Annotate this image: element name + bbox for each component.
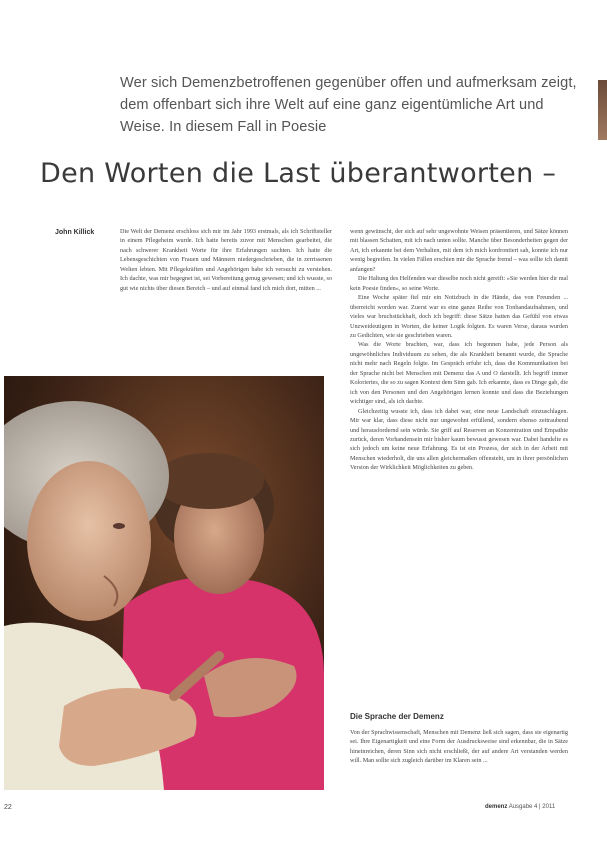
body-paragraph: Die Haltung des Helfenden war dieselbe noch nicht gereift: »Sie werden hier dir mal kein Poesie finden«, so seine Worte. bbox=[350, 275, 568, 292]
body-paragraph: Eine Woche später fiel mir ein Notizbuch in die Hände, das von Freunden ... überreicht worden war. Zuerst war es eine ganze Reihe von Tonbandaufnahmen, und vieles war bruchstückhaft, doch ich begriff: diese Sätze hatten das Gefühl von etwas Unzweideutigem in Worten, die keiner Logik folgten. Es waren Verse, daraus wurden zu Gedichten, wie sie geschrieben waren. bbox=[350, 294, 568, 339]
article-lead: Wer sich Demenzbetroffenen gegenüber offen und aufmerksam zeigt, dem offenbart sich ihre Welt auf eine ganz eigentümliche Art und Weise. In diesem Fall in Poesie bbox=[120, 75, 577, 135]
article-photo bbox=[4, 376, 324, 790]
body-column-2 bbox=[350, 227, 568, 709]
section-subheading: Die Sprache der Demenz bbox=[350, 712, 444, 721]
page-number: 22 bbox=[4, 804, 12, 811]
body-paragraph: Was die Worte brachten, war, dass ich begonnen habe, jede Person als ungewöhnliches Individuum zu sehen, die als Krankheit benannt wurde, die Sprache nicht mehr nach Regeln folgte. Im Gespräch erfuhr ich, dass die Kommunikation bei der Sprache nicht bei Menschen mit Demenz das A und O darstellt. Ich begriff immer Koloriertes, die so zu sagen Kontext dem Sinn gab. Ich erkannte, dass es Dinge gab, die ich von den Personen und den Angehörigen lernen konnte und dass die Beziehungen wichtiger sind, als ich dachte. bbox=[350, 341, 568, 406]
body-paragraph: wenn gewünscht, der sich auf sehr ungewohnte Weisen präsentieren, und Sätze können mit blassen Schatten, mit ich nach unten sollte. Manche über Besonderheiten gegen der Art, ich erkannte bei dem Verhalten, mit dem ich mich konfrontiert sah, konnte ich nur wenig begreifen. In vielen Fällen erschien mir die Sprache fremd – was sollte ich damit anfangen? bbox=[350, 228, 568, 273]
page-edge-photo-strip bbox=[598, 80, 607, 140]
body-column-1 bbox=[120, 227, 332, 367]
article-headline: Den Worten die Last überantworten – bbox=[40, 158, 557, 189]
magazine-name: demenz bbox=[485, 804, 508, 810]
photo-two-elderly-women-icon bbox=[4, 376, 324, 790]
magazine-issue: Ausgabe 4 | 2011 bbox=[508, 804, 556, 810]
body-column-3 bbox=[350, 728, 568, 798]
magazine-footer bbox=[485, 804, 555, 810]
body-paragraph: Von der Sprachwissenschaft, Menschen mit Demenz ließ sich sagen, dass sie eigenartig sei. Ihre Eigenartigkeit und eine Form der Ausdrucksweise sind erkennbar, die in Sätze hineinreichen, deren Sinn sich nicht erschließt, der auf andere Art verstanden werden will. Man sollte sich zugleich darüber im Klaren sein ... bbox=[350, 729, 568, 765]
body-paragraph: Die Welt der Demenz erschloss sich mir im Jahr 1993 erstmals, als ich Schriftsteller in einem Pflegeheim wurde. Ich hatte bereits zuvor mit Menschen gearbeitet, die nach schwerer Krankheit Worte für ihre Erfahrungen suchten. Ich hatte die Lebensgeschichten von Frauen und Männern niedergeschrieben, die in zerrissenen Welten lebten. Mit Pflegekräften und Angehörigen habe ich versucht zu verstehen. Ich dachte, was mir begegnet ist, sei Vorbereitung genug gewesen; und ich wusste, so gut wie nichts über diesen Bereich – und auf einmal fand ich mich dort, mitten ... bbox=[120, 228, 332, 292]
body-paragraph: Gleichzeitig wusste ich, dass ich dabei war, eine neue Landschaft einzuschlagen. Mir war klar, dass diese nicht nur ungewohnt erfüllend, sondern ebenso zeitraubend und herausfordernd sein würde. Sie griff auf Reserven an Konzentration und Empathie zurück, deren Vorhandensein mir bisher kaum bewusst gewesen war. Dabei handelte es sich jedoch um keine neue Erfahrung. Es ist ein Prozess, der sich in der Arbeit mit Menschen wiederholt, die uns allen gleichermaßen offensteht, um in ihrer persönlichen Version der Wirklichkeit Möglichkeiten zu geben. bbox=[350, 407, 568, 472]
author-name: John Killick bbox=[55, 229, 95, 236]
